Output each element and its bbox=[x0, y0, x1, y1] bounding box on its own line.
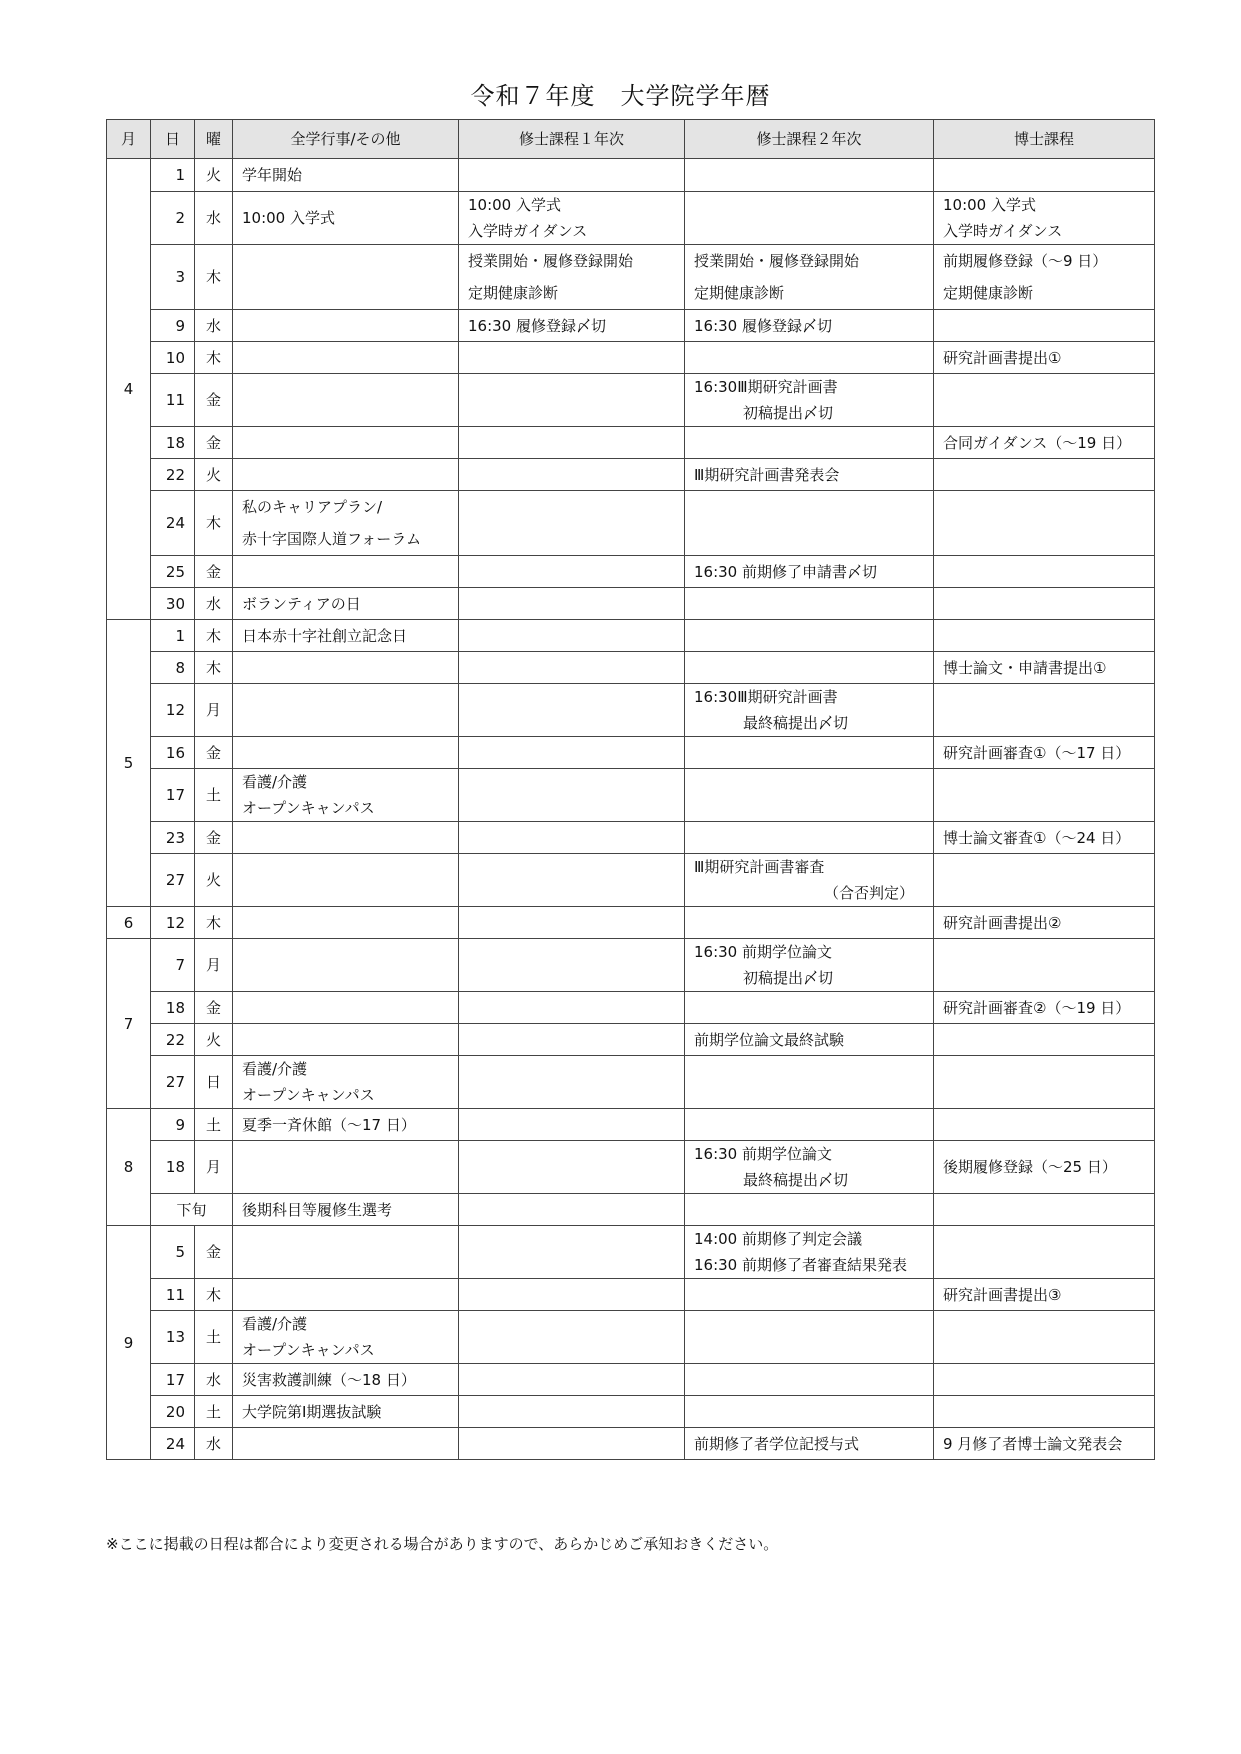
event-line: 災害救護訓練（～18 日） bbox=[242, 1370, 416, 1389]
day-cell: 18 bbox=[151, 1141, 195, 1194]
master-year1-cell bbox=[459, 556, 685, 588]
table-row bbox=[107, 1141, 1155, 1194]
weekday-cell: 土 bbox=[195, 769, 233, 822]
master-year1-cell bbox=[459, 192, 685, 245]
table-row bbox=[107, 245, 1155, 310]
event-line: Ⅲ期研究計画書審査 bbox=[694, 858, 825, 876]
doctoral-cell bbox=[934, 491, 1155, 556]
event-line: オープンキャンパス bbox=[242, 1341, 375, 1359]
day-cell: 23 bbox=[151, 822, 195, 854]
general-event-cell bbox=[233, 1024, 459, 1056]
table-row bbox=[107, 1311, 1155, 1364]
header-doctoral: 博士課程 bbox=[934, 120, 1155, 159]
event-line: 初稿提出〆切 bbox=[743, 969, 834, 987]
day-cell: 11 bbox=[151, 374, 195, 427]
master-year1-cell bbox=[459, 737, 685, 769]
general-event-cell bbox=[233, 992, 459, 1024]
doctoral-cell bbox=[934, 374, 1155, 427]
event-line: 定期健康診断 bbox=[943, 284, 1034, 302]
general-event-cell bbox=[233, 1056, 459, 1109]
weekday-cell: 日 bbox=[195, 1056, 233, 1109]
doctoral-cell bbox=[934, 907, 1155, 939]
table-row bbox=[107, 684, 1155, 737]
table-row bbox=[107, 1396, 1155, 1428]
event-line: オープンキャンパス bbox=[242, 799, 375, 817]
event-line: 14:00 前期修了判定会議 bbox=[694, 1230, 862, 1248]
event-line: 研究計画審査①（～17 日） bbox=[943, 743, 1131, 762]
day-cell: 13 bbox=[151, 1311, 195, 1364]
master-year2-cell bbox=[685, 1279, 934, 1311]
weekday-cell: 水 bbox=[195, 588, 233, 620]
weekday-cell: 木 bbox=[195, 342, 233, 374]
general-event-cell bbox=[233, 192, 459, 245]
general-event-cell bbox=[233, 159, 459, 192]
weekday-cell: 金 bbox=[195, 992, 233, 1024]
doctoral-cell bbox=[934, 1311, 1155, 1364]
master-year2-cell bbox=[685, 1226, 934, 1279]
master-year2-cell bbox=[685, 939, 934, 992]
master-year1-cell bbox=[459, 588, 685, 620]
event-line: 研究計画審査②（～19 日） bbox=[943, 998, 1131, 1017]
doctoral-cell bbox=[934, 737, 1155, 769]
weekday-cell: 火 bbox=[195, 459, 233, 491]
master-year1-cell bbox=[459, 992, 685, 1024]
weekday-cell: 木 bbox=[195, 620, 233, 652]
header-master-year2: 修士課程２年次 bbox=[685, 120, 934, 159]
day-cell: 1 bbox=[151, 620, 195, 652]
doctoral-cell bbox=[934, 310, 1155, 342]
event-line: オープンキャンパス bbox=[242, 1086, 375, 1104]
month-cell: 7 bbox=[107, 939, 151, 1109]
master-year1-cell bbox=[459, 491, 685, 556]
master-year2-cell bbox=[685, 1311, 934, 1364]
master-year1-cell bbox=[459, 1396, 685, 1428]
header-master-year1: 修士課程１年次 bbox=[459, 120, 685, 159]
event-line: 16:30 前期学位論文 bbox=[694, 943, 832, 961]
day-cell: 9 bbox=[151, 310, 195, 342]
doctoral-cell bbox=[934, 652, 1155, 684]
table-row bbox=[107, 737, 1155, 769]
weekday-cell: 木 bbox=[195, 491, 233, 556]
master-year2-cell bbox=[685, 1194, 934, 1226]
master-year2-cell bbox=[685, 374, 934, 427]
general-event-cell bbox=[233, 556, 459, 588]
event-line: 授業開始・履修登録開始 bbox=[468, 252, 634, 270]
master-year2-cell bbox=[685, 652, 934, 684]
master-year2-cell bbox=[685, 588, 934, 620]
doctoral-cell bbox=[934, 684, 1155, 737]
master-year1-cell bbox=[459, 939, 685, 992]
table-row bbox=[107, 556, 1155, 588]
master-year1-cell bbox=[459, 1226, 685, 1279]
general-event-cell bbox=[233, 620, 459, 652]
master-year2-cell bbox=[685, 992, 934, 1024]
event-line: 16:30 履修登録〆切 bbox=[694, 316, 832, 335]
table-row bbox=[107, 1056, 1155, 1109]
table-row bbox=[107, 620, 1155, 652]
table-row bbox=[107, 907, 1155, 939]
event-line: 研究計画書提出② bbox=[943, 913, 1062, 932]
weekday-cell: 木 bbox=[195, 907, 233, 939]
master-year2-cell bbox=[685, 907, 934, 939]
master-year1-cell bbox=[459, 374, 685, 427]
master-year2-cell bbox=[685, 1109, 934, 1141]
event-line: 定期健康診断 bbox=[694, 284, 785, 302]
general-event-cell bbox=[233, 491, 459, 556]
master-year2-cell bbox=[685, 822, 934, 854]
general-event-cell bbox=[233, 245, 459, 310]
master-year1-cell bbox=[459, 1311, 685, 1364]
doctoral-cell bbox=[934, 459, 1155, 491]
general-event-cell bbox=[233, 427, 459, 459]
weekday-cell: 水 bbox=[195, 1428, 233, 1460]
event-line: 10:00 入学式 bbox=[468, 196, 561, 214]
month-cell: 5 bbox=[107, 620, 151, 907]
master-year2-cell bbox=[685, 769, 934, 822]
weekday-cell: 金 bbox=[195, 427, 233, 459]
event-line: 博士論文審査①（～24 日） bbox=[943, 828, 1131, 847]
master-year1-cell bbox=[459, 1279, 685, 1311]
header-month: 月 bbox=[107, 120, 151, 159]
event-line: 16:30 前期修了申請書〆切 bbox=[694, 562, 877, 581]
month-cell: 9 bbox=[107, 1226, 151, 1460]
general-event-cell bbox=[233, 737, 459, 769]
table-row bbox=[107, 1024, 1155, 1056]
day-cell: 17 bbox=[151, 1364, 195, 1396]
event-line: 入学時ガイダンス bbox=[943, 222, 1063, 240]
general-event-cell bbox=[233, 1396, 459, 1428]
general-event-cell bbox=[233, 1226, 459, 1279]
table-row bbox=[107, 854, 1155, 907]
table-row bbox=[107, 1109, 1155, 1141]
table-row bbox=[107, 1428, 1155, 1460]
weekday-cell: 金 bbox=[195, 822, 233, 854]
event-line: 前期学位論文最終試験 bbox=[694, 1030, 845, 1049]
table-row bbox=[107, 374, 1155, 427]
general-event-cell bbox=[233, 1194, 459, 1226]
table-row bbox=[107, 491, 1155, 556]
day-cell: 11 bbox=[151, 1279, 195, 1311]
master-year1-cell bbox=[459, 310, 685, 342]
table-row bbox=[107, 769, 1155, 822]
day-cell: 2 bbox=[151, 192, 195, 245]
day-cell: 1 bbox=[151, 159, 195, 192]
weekday-cell: 水 bbox=[195, 1364, 233, 1396]
master-year1-cell bbox=[459, 1428, 685, 1460]
event-line: 合同ガイダンス（～19 日） bbox=[943, 433, 1132, 452]
master-year2-cell bbox=[685, 459, 934, 491]
master-year1-cell bbox=[459, 342, 685, 374]
day-cell: 17 bbox=[151, 769, 195, 822]
day-cell: 12 bbox=[151, 907, 195, 939]
weekday-cell: 火 bbox=[195, 1024, 233, 1056]
doctoral-cell bbox=[934, 1396, 1155, 1428]
weekday-cell: 火 bbox=[195, 159, 233, 192]
weekday-cell: 金 bbox=[195, 737, 233, 769]
weekday-cell: 金 bbox=[195, 556, 233, 588]
calendar-body bbox=[107, 159, 1155, 1460]
day-cell: 22 bbox=[151, 459, 195, 491]
general-event-cell bbox=[233, 769, 459, 822]
weekday-cell: 木 bbox=[195, 245, 233, 310]
general-event-cell bbox=[233, 342, 459, 374]
master-year2-cell bbox=[685, 1364, 934, 1396]
table-row bbox=[107, 1364, 1155, 1396]
general-event-cell bbox=[233, 1311, 459, 1364]
day-cell: 10 bbox=[151, 342, 195, 374]
event-line: 看護/介護 bbox=[242, 1060, 308, 1078]
footnote: ※ここに掲載の日程は都合により変更される場合がありますので、あらかじめご承知おきください。 bbox=[106, 1535, 779, 1553]
doctoral-cell bbox=[934, 1364, 1155, 1396]
period-cell: 下旬 bbox=[151, 1194, 233, 1226]
table-row bbox=[107, 992, 1155, 1024]
doctoral-cell bbox=[934, 1279, 1155, 1311]
weekday-cell: 金 bbox=[195, 374, 233, 427]
table-row bbox=[107, 159, 1155, 192]
day-cell: 18 bbox=[151, 427, 195, 459]
master-year1-cell bbox=[459, 822, 685, 854]
day-cell: 12 bbox=[151, 684, 195, 737]
master-year2-cell bbox=[685, 737, 934, 769]
doctoral-cell bbox=[934, 1109, 1155, 1141]
event-line: 前期修了者学位記授与式 bbox=[694, 1434, 860, 1453]
master-year1-cell bbox=[459, 1141, 685, 1194]
table-row bbox=[107, 310, 1155, 342]
master-year1-cell bbox=[459, 1024, 685, 1056]
event-line: 学年開始 bbox=[242, 166, 303, 184]
doctoral-cell bbox=[934, 939, 1155, 992]
day-cell: 30 bbox=[151, 588, 195, 620]
master-year1-cell bbox=[459, 427, 685, 459]
table-row bbox=[107, 588, 1155, 620]
event-line: 16:30 前期修了者審査結果発表 bbox=[694, 1256, 907, 1274]
day-cell: 9 bbox=[151, 1109, 195, 1141]
month-cell: 8 bbox=[107, 1109, 151, 1226]
master-year1-cell bbox=[459, 1364, 685, 1396]
doctoral-cell bbox=[934, 556, 1155, 588]
event-line: 研究計画書提出① bbox=[943, 348, 1062, 367]
event-line: 後期履修登録（～25 日） bbox=[943, 1158, 1117, 1176]
header-weekday: 曜 bbox=[195, 120, 233, 159]
general-event-cell bbox=[233, 310, 459, 342]
event-line: Ⅲ期研究計画書発表会 bbox=[694, 465, 840, 484]
header-general-events: 全学行事/その他 bbox=[233, 120, 459, 159]
page-title: 令和７年度 大学院学年暦 bbox=[470, 82, 771, 110]
doctoral-cell bbox=[934, 588, 1155, 620]
doctoral-cell bbox=[934, 769, 1155, 822]
general-event-cell bbox=[233, 822, 459, 854]
master-year1-cell bbox=[459, 459, 685, 491]
weekday-cell: 木 bbox=[195, 652, 233, 684]
master-year2-cell bbox=[685, 620, 934, 652]
event-line: 最終稿提出〆切 bbox=[743, 1171, 849, 1189]
master-year1-cell bbox=[459, 1194, 685, 1226]
event-line: ボランティアの日 bbox=[242, 594, 361, 613]
doctoral-cell bbox=[934, 1056, 1155, 1109]
event-line: 最終稿提出〆切 bbox=[743, 714, 849, 732]
event-line: 赤十字国際人道フォーラム bbox=[242, 530, 422, 548]
master-year2-cell bbox=[685, 854, 934, 907]
doctoral-cell bbox=[934, 992, 1155, 1024]
day-cell: 18 bbox=[151, 992, 195, 1024]
table-row bbox=[107, 427, 1155, 459]
day-cell: 3 bbox=[151, 245, 195, 310]
event-line: 10:00 入学式 bbox=[943, 196, 1036, 214]
master-year2-cell bbox=[685, 1024, 934, 1056]
master-year2-cell bbox=[685, 1428, 934, 1460]
master-year1-cell bbox=[459, 620, 685, 652]
general-event-cell bbox=[233, 459, 459, 491]
master-year1-cell bbox=[459, 159, 685, 192]
table-row bbox=[107, 459, 1155, 491]
master-year2-cell bbox=[685, 1056, 934, 1109]
day-cell: 27 bbox=[151, 1056, 195, 1109]
event-line: 入学時ガイダンス bbox=[468, 222, 588, 240]
weekday-cell: 月 bbox=[195, 1141, 233, 1194]
event-line: 16:30Ⅲ期研究計画書 bbox=[694, 688, 838, 706]
doctoral-cell bbox=[934, 427, 1155, 459]
doctoral-cell bbox=[934, 1024, 1155, 1056]
master-year1-cell bbox=[459, 907, 685, 939]
general-event-cell bbox=[233, 854, 459, 907]
master-year2-cell bbox=[685, 491, 934, 556]
day-cell: 27 bbox=[151, 854, 195, 907]
day-cell: 16 bbox=[151, 737, 195, 769]
event-line: 初稿提出〆切 bbox=[743, 404, 834, 422]
general-event-cell bbox=[233, 1109, 459, 1141]
master-year1-cell bbox=[459, 1109, 685, 1141]
master-year1-cell bbox=[459, 652, 685, 684]
day-cell: 7 bbox=[151, 939, 195, 992]
general-event-cell bbox=[233, 588, 459, 620]
general-event-cell bbox=[233, 1141, 459, 1194]
master-year2-cell bbox=[685, 1396, 934, 1428]
general-event-cell bbox=[233, 652, 459, 684]
doctoral-cell bbox=[934, 822, 1155, 854]
event-line: 前期履修登録（～9 日） bbox=[943, 252, 1108, 270]
doctoral-cell bbox=[934, 620, 1155, 652]
master-year2-cell bbox=[685, 556, 934, 588]
doctoral-cell bbox=[934, 1428, 1155, 1460]
day-cell: 22 bbox=[151, 1024, 195, 1056]
doctoral-cell bbox=[934, 854, 1155, 907]
event-line: 大学院第Ⅰ期選抜試験 bbox=[242, 1402, 382, 1421]
master-year1-cell bbox=[459, 1056, 685, 1109]
weekday-cell: 月 bbox=[195, 684, 233, 737]
general-event-cell bbox=[233, 1279, 459, 1311]
doctoral-cell bbox=[934, 342, 1155, 374]
master-year2-cell bbox=[685, 427, 934, 459]
table-row bbox=[107, 1194, 1155, 1226]
master-year1-cell bbox=[459, 854, 685, 907]
day-cell: 8 bbox=[151, 652, 195, 684]
event-line: 博士論文・申請書提出① bbox=[943, 658, 1107, 677]
day-cell: 5 bbox=[151, 1226, 195, 1279]
event-line: 10:00 入学式 bbox=[242, 209, 335, 227]
event-line: 後期科目等履修生選考 bbox=[242, 1200, 393, 1219]
general-event-cell bbox=[233, 684, 459, 737]
event-line: 16:30 前期学位論文 bbox=[694, 1145, 832, 1163]
event-line: （合否判定） bbox=[823, 884, 914, 902]
month-cell: 4 bbox=[107, 159, 151, 620]
general-event-cell bbox=[233, 907, 459, 939]
master-year2-cell bbox=[685, 1141, 934, 1194]
event-line: 看護/介護 bbox=[242, 773, 308, 791]
event-line: 16:30 履修登録〆切 bbox=[468, 316, 606, 335]
general-event-cell bbox=[233, 374, 459, 427]
doctoral-cell bbox=[934, 1194, 1155, 1226]
event-line: 9 月修了者博士論文発表会 bbox=[943, 1434, 1123, 1453]
doctoral-cell bbox=[934, 1226, 1155, 1279]
day-cell: 24 bbox=[151, 1428, 195, 1460]
master-year2-cell bbox=[685, 159, 934, 192]
general-event-cell bbox=[233, 939, 459, 992]
header-day: 日 bbox=[151, 120, 195, 159]
doctoral-cell bbox=[934, 159, 1155, 192]
weekday-cell: 木 bbox=[195, 1279, 233, 1311]
weekday-cell: 土 bbox=[195, 1396, 233, 1428]
table-row bbox=[107, 1226, 1155, 1279]
event-line: 16:30Ⅲ期研究計画書 bbox=[694, 378, 838, 396]
weekday-cell: 火 bbox=[195, 854, 233, 907]
table-row bbox=[107, 342, 1155, 374]
weekday-cell: 土 bbox=[195, 1109, 233, 1141]
table-row bbox=[107, 822, 1155, 854]
doctoral-cell bbox=[934, 245, 1155, 310]
weekday-cell: 水 bbox=[195, 310, 233, 342]
table-row bbox=[107, 192, 1155, 245]
weekday-cell: 土 bbox=[195, 1311, 233, 1364]
table-row bbox=[107, 1279, 1155, 1311]
master-year1-cell bbox=[459, 769, 685, 822]
weekday-cell: 月 bbox=[195, 939, 233, 992]
weekday-cell: 金 bbox=[195, 1226, 233, 1279]
master-year2-cell bbox=[685, 684, 934, 737]
master-year2-cell bbox=[685, 245, 934, 310]
event-line: 研究計画書提出③ bbox=[943, 1285, 1062, 1304]
event-line: 授業開始・履修登録開始 bbox=[694, 252, 860, 270]
event-line: 日本赤十字社創立記念日 bbox=[242, 626, 408, 645]
day-cell: 24 bbox=[151, 491, 195, 556]
event-line: 定期健康診断 bbox=[468, 284, 559, 302]
master-year1-cell bbox=[459, 245, 685, 310]
month-cell: 6 bbox=[107, 907, 151, 939]
general-event-cell bbox=[233, 1364, 459, 1396]
master-year2-cell bbox=[685, 342, 934, 374]
day-cell: 25 bbox=[151, 556, 195, 588]
doctoral-cell bbox=[934, 192, 1155, 245]
event-line: 私のキャリアプラン/ bbox=[242, 498, 383, 516]
event-line: 夏季一斉休館（～17 日） bbox=[242, 1115, 416, 1134]
table-row bbox=[107, 939, 1155, 992]
header-row bbox=[107, 120, 1155, 159]
master-year2-cell bbox=[685, 192, 934, 245]
master-year2-cell bbox=[685, 310, 934, 342]
academic-calendar-table bbox=[106, 119, 1155, 1460]
doctoral-cell bbox=[934, 1141, 1155, 1194]
day-cell: 20 bbox=[151, 1396, 195, 1428]
event-line: 看護/介護 bbox=[242, 1315, 308, 1333]
weekday-cell: 水 bbox=[195, 192, 233, 245]
general-event-cell bbox=[233, 1428, 459, 1460]
table-row bbox=[107, 652, 1155, 684]
master-year1-cell bbox=[459, 684, 685, 737]
